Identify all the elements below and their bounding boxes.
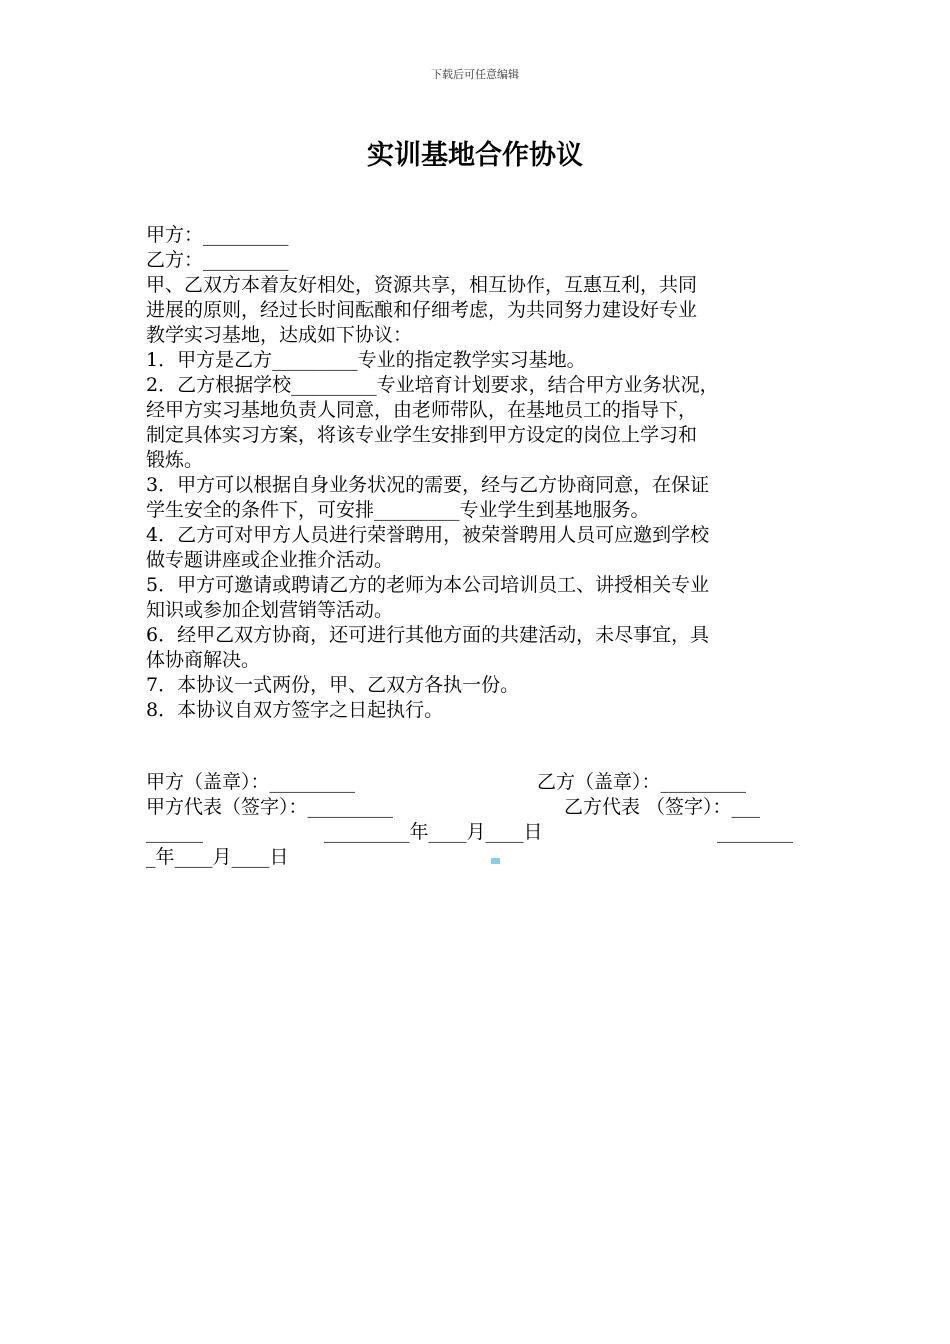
clause-3-line: 3．甲方可以根据自身业务状况的需要，经与乙方协商同意，在保证 <box>146 474 710 496</box>
signature-block <box>146 770 826 870</box>
party-b-representative: 乙方代表 （签字）：___ <box>564 796 761 818</box>
clause-3-line: 学生安全的条件下，可安排_________专业学生到基地服务。 <box>146 499 650 521</box>
document-title: 实训基地合作协议 <box>367 140 583 171</box>
agreement-body <box>146 223 826 723</box>
signature-blank: ________ <box>717 821 793 843</box>
clause-2-line: 锻炼。 <box>146 449 204 471</box>
party-b-line: 乙方：_________ <box>146 249 289 271</box>
party-a-line: 甲方：_________ <box>146 224 289 246</box>
signature-row-date-b <box>146 845 826 870</box>
preamble-line: 甲、乙双方本着友好相处，资源共享，相互协作，互惠互利，共同 <box>146 274 698 296</box>
preamble-line: 进展的原则，经过长时间酝酿和仔细考虑，为共同努力建设好专业 <box>146 299 698 321</box>
party-b-date: _年____月____日 <box>146 846 289 868</box>
clause-1-line: 1．甲方是乙方_________专业的指定教学实习基地。 <box>146 349 586 371</box>
signature-row-rep <box>146 795 826 820</box>
signature-row-date <box>146 820 826 845</box>
header-note: 下载后可任意编辑 <box>431 68 519 81</box>
text-cursor-marker <box>491 858 500 864</box>
clause-5-line: 5．甲方可邀请或聘请乙方的老师为本公司培训员工、讲授相关专业 <box>146 574 710 596</box>
clause-7-line: 7．本协议一式两份，甲、乙双方各执一份。 <box>146 674 520 696</box>
clause-4-line: 4．乙方可对甲方人员进行荣誉聘用，被荣誉聘用人员可应邀到学校 <box>146 524 710 546</box>
party-a-seal: 甲方（盖章）：_________ <box>146 771 356 793</box>
preamble-line: 教学实习基地，达成如下协议： <box>146 324 413 346</box>
clause-2-line: 2．乙方根据学校_________专业培育计划要求，结合甲方业务状况， <box>146 374 719 396</box>
party-b-seal: 乙方（盖章）：_________ <box>537 771 747 793</box>
clause-2-line: 制定具体实习方案，将该专业学生安排到甲方设定的岗位上学习和 <box>146 424 698 446</box>
party-a-date: _________年____月____日 <box>324 821 543 843</box>
clause-5-line: 知识或参加企划营销等活动。 <box>146 599 394 621</box>
clause-6-line: 体协商解决。 <box>146 649 261 671</box>
party-a-representative: 甲方代表（签字）：_________ <box>146 796 394 818</box>
clause-6-line: 6．经甲乙双方协商，还可进行其他方面的共建活动，未尽事宜，具 <box>146 624 710 646</box>
clause-2-line: 经甲方实习基地负责人同意，由老师带队，在基地员工的指导下， <box>146 399 698 421</box>
clause-8-line: 8．本协议自双方签字之日起执行。 <box>146 699 444 721</box>
clause-4-line: 做专题讲座或企业推介活动。 <box>146 549 394 571</box>
signature-row-seal <box>146 770 826 795</box>
signature-blank: ______ <box>146 821 203 843</box>
